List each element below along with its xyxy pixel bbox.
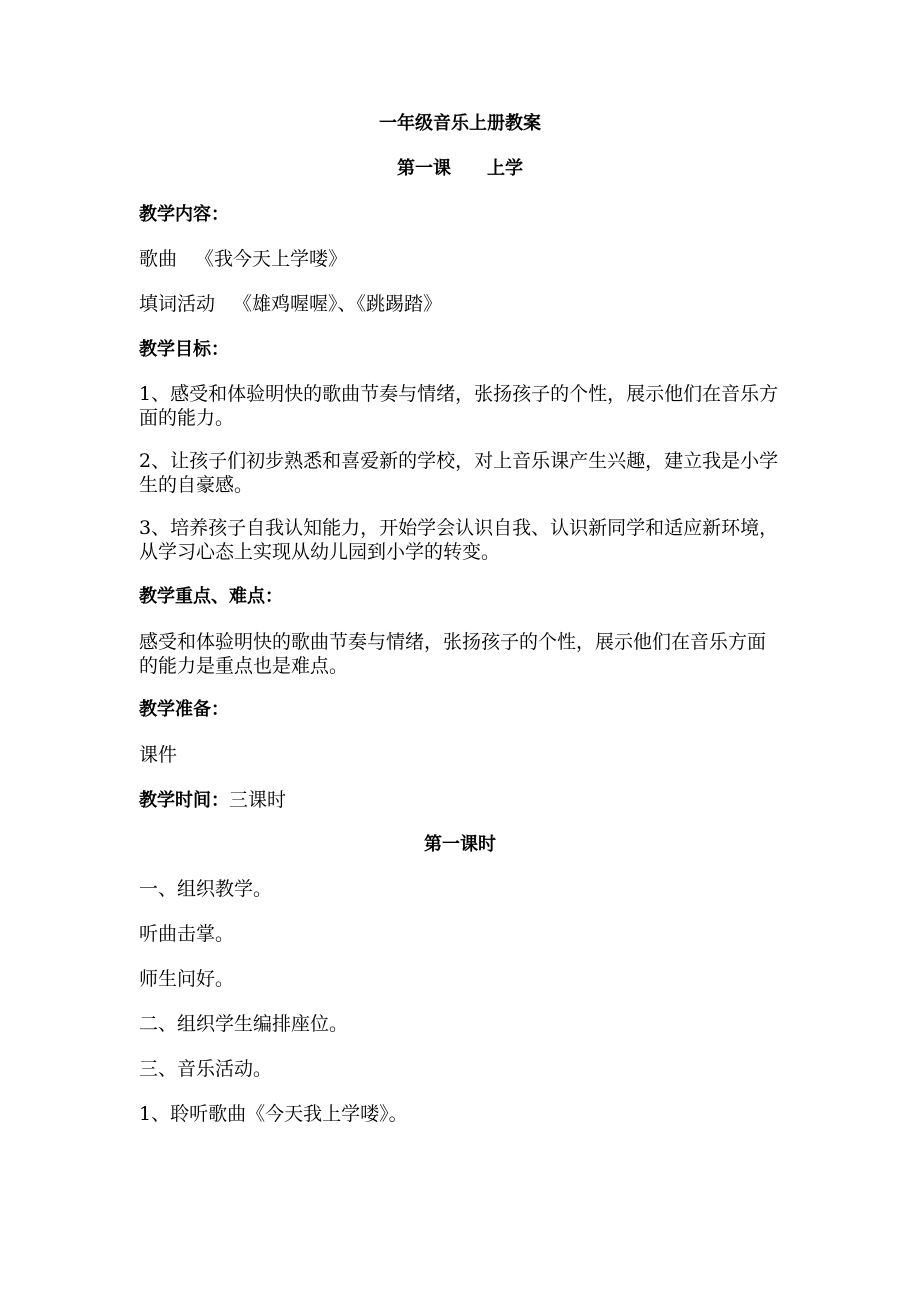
prep-heading: 教学准备： [139, 699, 229, 720]
goal-item-2: 2、让孩子们初步熟悉和喜爱新的学校，对上音乐课产生兴趣，建立我是小学生的自豪感。 [139, 450, 779, 496]
step-item: 1、聆听歌曲《今天我上学喽》。 [139, 1103, 408, 1125]
lesson-title-part2: 上学 [487, 158, 523, 179]
prep-text: 课件 [139, 744, 178, 766]
goals-heading: 教学目标： [139, 339, 229, 360]
content-item-fill-words [139, 292, 789, 316]
teaching-time [139, 788, 789, 813]
time-label: 教学时间： [139, 790, 229, 811]
step-item: 师生问好。 [139, 968, 235, 990]
content-item-label: 填词活动 [139, 293, 216, 315]
goal-item-3: 3、培养孩子自我认知能力，开始学会认识自我、认识新同学和适应新环境，从学习心态上实现从幼儿园到小学的转变。 [139, 517, 779, 563]
time-value: 三课时 [229, 789, 287, 811]
step-item: 三、音乐活动。 [139, 1058, 273, 1080]
step-item: 二、组织学生编排座位。 [139, 1013, 349, 1035]
content-item-value: 《雄鸡喔喔》、《跳踢踏》 [233, 293, 443, 315]
focus-text: 感受和体验明快的歌曲节奏与情绪，张扬孩子的个性，展示他们在音乐方面的能力是重点也是难点。 [139, 631, 767, 677]
content-item-song [139, 247, 789, 271]
step-item: 一、组织教学。 [139, 878, 273, 900]
period-title: 第一课时 [424, 834, 496, 855]
focus-heading: 教学重点、难点： [139, 586, 283, 607]
content-heading: 教学内容： [139, 204, 229, 225]
document-title: 一年级音乐上册教案 [379, 113, 541, 134]
lesson-title-part1: 第一课 [397, 158, 451, 179]
content-item-label: 歌曲 [139, 248, 178, 270]
lesson-title [0, 157, 920, 181]
goal-item-1: 1、感受和体验明快的歌曲节奏与情绪，张扬孩子的个性，展示他们在音乐方面的能力。 [139, 383, 779, 429]
content-item-value: 《我今天上学喽》 [195, 248, 348, 270]
step-item: 听曲击掌。 [139, 923, 235, 945]
